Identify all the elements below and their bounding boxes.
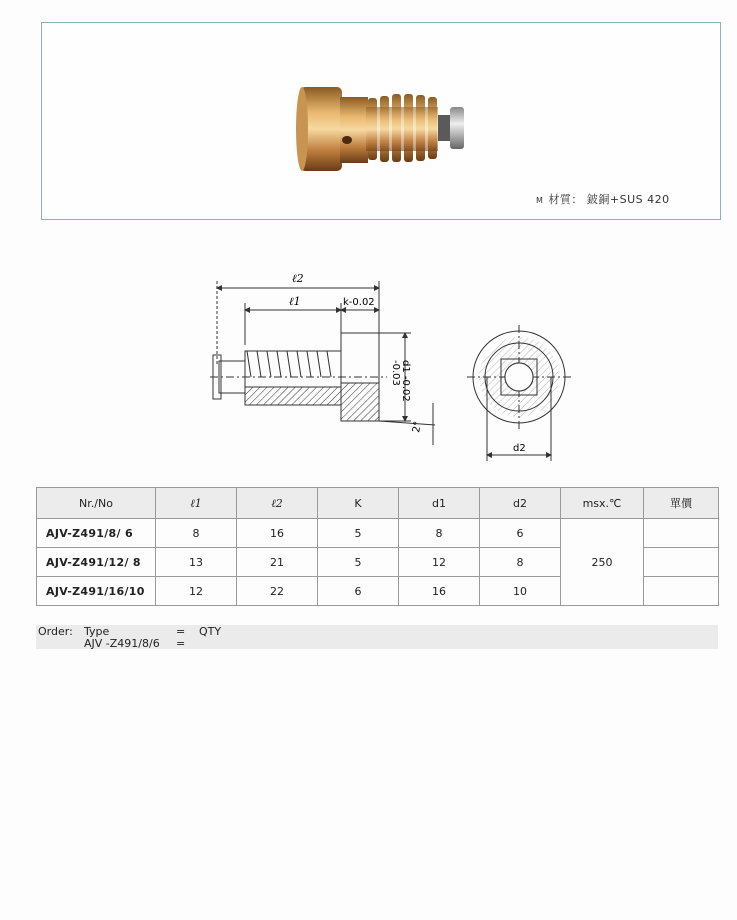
order-example: AJV -Z491/8/6 (84, 637, 160, 650)
cell-d1: 16 (399, 577, 480, 606)
dim-d1-label: d1 -0.02 (400, 360, 411, 402)
material-value: 鈹銅+SUS 420 (586, 193, 670, 206)
cell-k: 5 (318, 548, 399, 577)
cell-price (644, 577, 719, 606)
order-type-label: Type (84, 625, 110, 638)
product-photo (42, 23, 720, 219)
cell-d1: 8 (399, 519, 480, 548)
header-d2: d2 (480, 488, 561, 519)
cell-model: AJV-Z491/8/ 6 (37, 519, 156, 548)
dim-d1-tol-a: -0.03 (390, 360, 401, 386)
cell-l2: 16 (237, 519, 318, 548)
cell-l1: 8 (156, 519, 237, 548)
cell-l1: 12 (156, 577, 237, 606)
dim-l1-label: ℓ1 (289, 295, 301, 308)
cell-max-temp: 250 (561, 519, 644, 606)
header-nr: Nr./No (37, 488, 156, 519)
cell-l2: 21 (237, 548, 318, 577)
spec-table (36, 487, 719, 606)
header-price: 單價 (644, 488, 719, 519)
cell-k: 6 (318, 577, 399, 606)
header-l2: ℓ2 (237, 488, 318, 519)
order-box (36, 625, 718, 649)
cell-model: AJV-Z491/16/10 (37, 577, 156, 606)
cell-d2: 10 (480, 577, 561, 606)
header-d1: d1 (399, 488, 480, 519)
dim-angle-label: 2° (411, 420, 424, 434)
cell-d2: 6 (480, 519, 561, 548)
material-note (536, 191, 670, 207)
cell-price (644, 519, 719, 548)
cell-k: 5 (318, 519, 399, 548)
dim-d2-label: d2 (513, 443, 526, 454)
cell-price (644, 548, 719, 577)
order-equals-1: = (176, 625, 186, 638)
header-k: K (318, 488, 399, 519)
table-header-row (37, 488, 719, 519)
order-qty-label: QTY (199, 625, 222, 638)
cell-l1: 13 (156, 548, 237, 577)
product-photo-frame (41, 22, 721, 220)
cell-model: AJV-Z491/12/ 8 (37, 548, 156, 577)
order-label: Order: (38, 625, 73, 638)
cell-d2: 8 (480, 548, 561, 577)
header-max-temp: msx.℃ (561, 488, 644, 519)
dim-l2-label: ℓ2 (292, 272, 304, 285)
cell-l2: 22 (237, 577, 318, 606)
cell-d1: 12 (399, 548, 480, 577)
table-row (37, 519, 719, 548)
order-equals-2: = (176, 637, 186, 650)
header-l1: ℓ1 (156, 488, 237, 519)
material-prefix: M (536, 196, 544, 205)
material-label: 材質： (548, 193, 583, 206)
technical-drawing (205, 265, 585, 465)
dim-k-label: k-0.02 (343, 297, 375, 308)
